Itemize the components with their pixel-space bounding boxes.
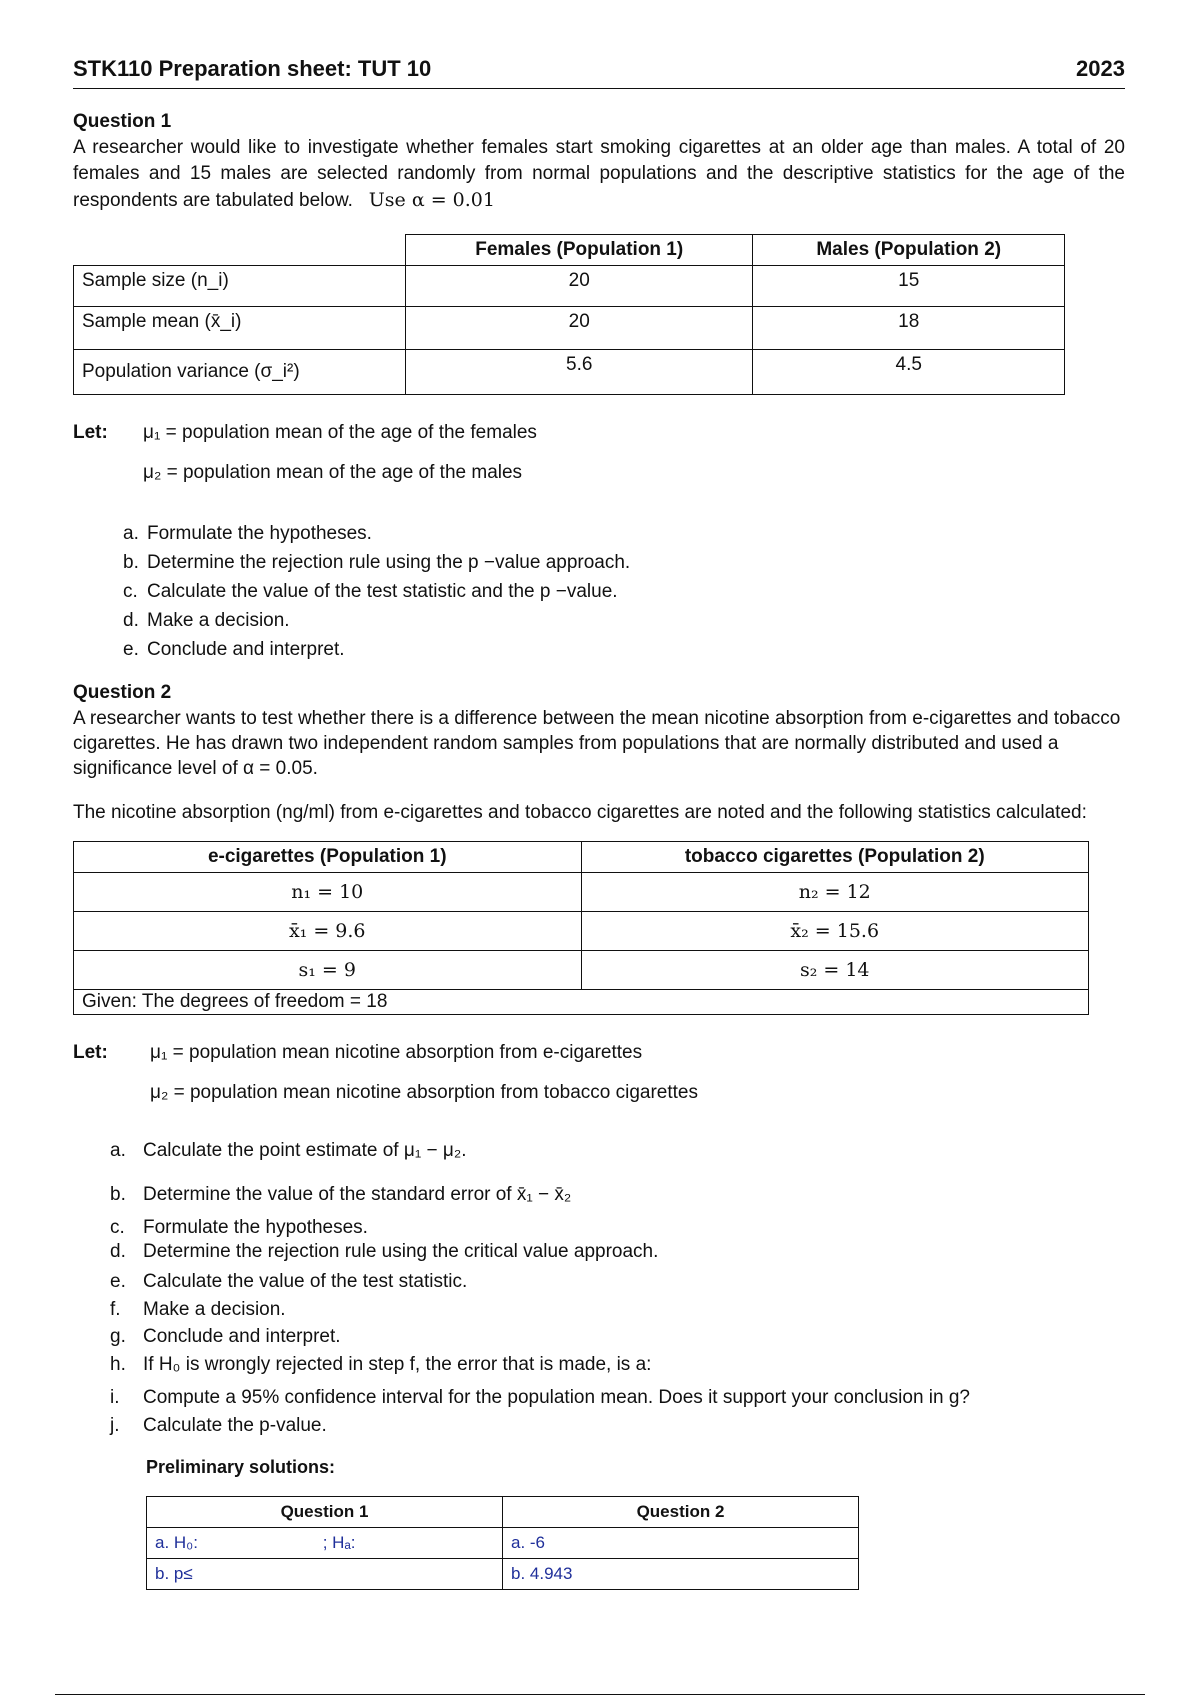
list-item: g. Conclude and interpret. — [110, 1326, 341, 1347]
mu1-definition: μ₁ = population mean of the age of the females — [143, 422, 537, 443]
table-cell: n₁ = 10 — [74, 873, 582, 912]
table-cell: 5.6 — [406, 350, 753, 395]
mu2-definition: μ₂ = population mean of the age of the males — [143, 462, 523, 483]
list-item: a. Formulate the hypotheses. — [123, 523, 372, 544]
table-row — [74, 266, 1065, 307]
list-item: c. Formulate the hypotheses. — [110, 1217, 368, 1238]
mu2-definition: μ₂ = population mean nicotine absorption from tobacco cigarettes — [150, 1082, 699, 1103]
table-cell: b. 4.943 — [503, 1559, 859, 1590]
question-2-title: Question 2 — [73, 682, 172, 703]
list-item: e. Conclude and interpret. — [123, 639, 345, 660]
document-page — [73, 56, 1125, 1590]
table-cell: Sample mean (x̄_i) — [74, 307, 406, 350]
table-header-cell: e-cigarettes (Population 1) — [74, 842, 582, 873]
table-header-cell: Females (Population 1) — [406, 235, 753, 266]
list-item: i. Compute a 95% confidence interval for the population mean. Does it support your conclusion in g? — [110, 1387, 970, 1408]
list-item: f. Make a decision. — [110, 1298, 286, 1320]
table-cell: x̄₂ = 15.6 — [581, 912, 1089, 951]
table-row — [74, 873, 1089, 912]
table-cell: 20 — [406, 307, 753, 350]
list-item: e. Calculate the value of the test statistic. — [110, 1271, 468, 1292]
sheet-year: 2023 — [1076, 56, 1125, 81]
table-cell: Population variance (σ_i²) — [74, 350, 406, 395]
table-row — [147, 1559, 859, 1590]
preliminary-solutions-title: Preliminary solutions: — [146, 1457, 336, 1477]
table-cell: s₂ = 14 — [581, 951, 1089, 990]
table-cell: a. H₀: ; Hₐ: — [147, 1528, 503, 1559]
question-2-intro-2: The nicotine absorption (ng/ml) from e-cigarettes and tobacco cigarettes are noted and the following statistics calculated: — [73, 802, 1087, 823]
list-item: h. If H₀ is wrongly rejected in step f, the error that is made, is a: — [110, 1353, 652, 1375]
table-header-cell — [74, 235, 406, 266]
let-label: Let: — [73, 1042, 108, 1063]
question-1-items — [73, 519, 1125, 664]
list-item: d. Make a decision. — [123, 610, 290, 631]
table-cell: x̄₁ = 9.6 — [74, 912, 582, 951]
question-1-intro: A researcher would like to investigate whether females start smoking cigarettes at an older age than males. A total of 20 females and 15 males are selected randomly from normal populations and the descriptive statistics for the age of the respondents are tabulated below. Use α = 0.01 — [73, 137, 1125, 211]
list-item: b. Determine the value of the standard error of x̄₁ − x̄₂ — [110, 1183, 572, 1205]
list-item: c. Calculate the value of the test statistic and the p −value. — [123, 581, 618, 602]
question-2-items — [73, 1137, 1125, 1439]
list-item: d. Determine the rejection rule using the critical value approach. — [110, 1241, 659, 1262]
question-2-table — [73, 841, 1089, 1015]
table-header-row — [74, 235, 1065, 266]
table-header-row — [74, 842, 1089, 873]
table-row — [74, 951, 1089, 990]
table-header-cell: Question 1 — [147, 1497, 503, 1528]
page-header — [73, 56, 1125, 89]
table-row — [74, 350, 1065, 395]
footer-rule — [55, 1694, 1145, 1695]
question-2-definitions — [73, 1033, 1125, 1113]
table-cell: n₂ = 12 — [581, 873, 1089, 912]
table-header-cell: Question 2 — [503, 1497, 859, 1528]
table-row — [74, 307, 1065, 350]
list-item: b. Determine the rejection rule using the p −value approach. — [123, 552, 631, 573]
mu1-definition: μ₁ = population mean nicotine absorption from e-cigarettes — [150, 1042, 643, 1063]
alpha-value: Use α = 0.01 — [368, 189, 495, 211]
list-item: a. Calculate the point estimate of μ₁ − μ₂. — [110, 1140, 467, 1161]
table-cell: 4.5 — [753, 350, 1065, 395]
table-row — [147, 1528, 859, 1559]
preliminary-solutions-table — [146, 1496, 859, 1590]
table-cell: 20 — [406, 266, 753, 307]
table-cell: Sample size (n_i) — [74, 266, 406, 307]
table-row — [74, 912, 1089, 951]
given-note: Given: The degrees of freedom = 18 — [74, 990, 1089, 1015]
table-cell: b. p≤ — [147, 1559, 503, 1590]
question-2-intro: A researcher wants to test whether there is a difference between the mean nicotine absorption from e-cigarettes and tobacco cigarettes. He has drawn two independent random samples from populations that are normally distributed and used a significance level of α = 0.05. — [73, 708, 1121, 779]
list-item: j. Calculate the p-value. — [110, 1414, 327, 1436]
table-header-row — [147, 1497, 859, 1528]
let-label: Let: — [73, 422, 108, 443]
table-header-cell: tobacco cigarettes (Population 2) — [581, 842, 1089, 873]
question-1-title: Question 1 — [73, 111, 172, 132]
question-1-table — [73, 234, 1065, 395]
sheet-title: STK110 Preparation sheet: TUT 10 — [73, 56, 432, 81]
table-cell: a. -6 — [503, 1528, 859, 1559]
table-cell: 15 — [753, 266, 1065, 307]
table-cell: s₁ = 9 — [74, 951, 582, 990]
question-1-definitions — [73, 413, 1125, 493]
table-cell: 18 — [753, 307, 1065, 350]
table-row — [74, 990, 1089, 1015]
table-header-cell: Males (Population 2) — [753, 235, 1065, 266]
